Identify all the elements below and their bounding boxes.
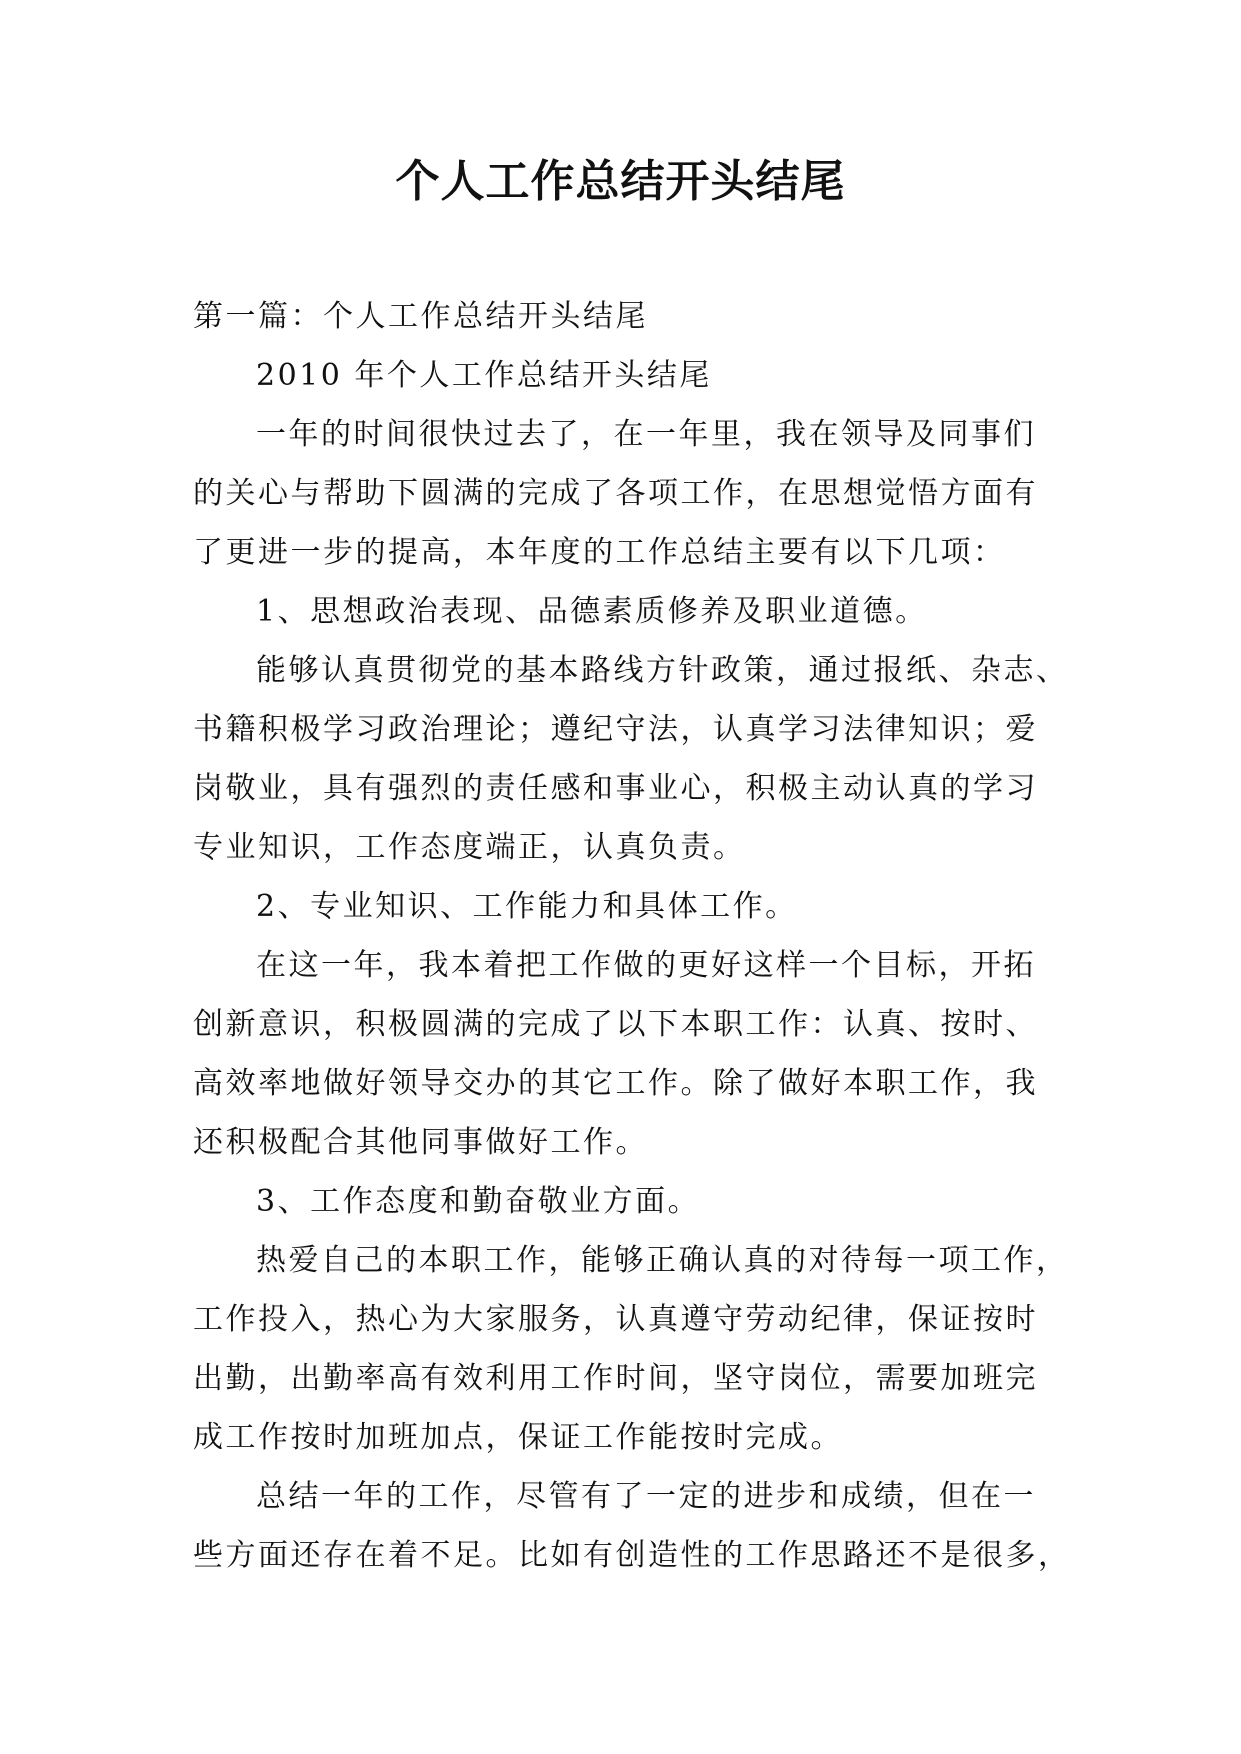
text-line: 在这一年，我本着把工作做的更好这样一个目标，开拓 [256,948,1036,983]
text-line: 能够认真贯彻党的基本路线方针政策，通过报纸、杂志、 [256,653,1069,688]
text-line: 1、思想政治表现、品德素质修养及职业道德。 [256,594,928,629]
text-line: 创新意识，积极圆满的完成了以下本职工作：认真、按时、 [193,1007,1038,1042]
text-line: 3、工作态度和勤奋敬业方面。 [256,1184,701,1219]
text-line: 高效率地做好领导交办的其它工作。除了做好本职工作，我 [193,1066,1038,1101]
text-line: 工作投入，热心为大家服务，认真遵守劳动纪律，保证按时 [193,1302,1038,1337]
text-line: 书籍积极学习政治理论；遵纪守法，认真学习法律知识；爱 [193,712,1038,747]
text-line: 还积极配合其他同事做好工作。 [193,1125,648,1160]
document-title: 个人工作总结开头结尾 [395,156,846,207]
text-line: 些方面还存在着不足。比如有创造性的工作思路还不是很多， [193,1538,1071,1573]
text-line: 岗敬业，具有强烈的责任感和事业心，积极主动认真的学习 [193,771,1038,806]
text-line: 成工作按时加班加点，保证工作能按时完成。 [193,1420,843,1455]
text-line: 第一篇：个人工作总结开头结尾 [193,299,648,334]
text-line: 一年的时间很快过去了，在一年里，我在领导及同事们 [256,417,1036,452]
text-line: 的关心与帮助下圆满的完成了各项工作，在思想觉悟方面有 [193,476,1038,511]
text-line: 2、专业知识、工作能力和具体工作。 [256,889,798,924]
text-line: 2010 年个人工作总结开头结尾 [256,358,712,393]
text-line: 总结一年的工作，尽管有了一定的进步和成绩，但在一 [256,1479,1036,1514]
text-line: 出勤，出勤率高有效利用工作时间，坚守岗位，需要加班完 [193,1361,1038,1396]
text-line: 热爱自己的本职工作，能够正确认真的对待每一项工作， [256,1243,1069,1278]
text-line: 了更进一步的提高，本年度的工作总结主要有以下几项： [193,535,1006,570]
document-body [193,287,1071,1585]
text-line: 专业知识，工作态度端正，认真负责。 [193,830,746,865]
